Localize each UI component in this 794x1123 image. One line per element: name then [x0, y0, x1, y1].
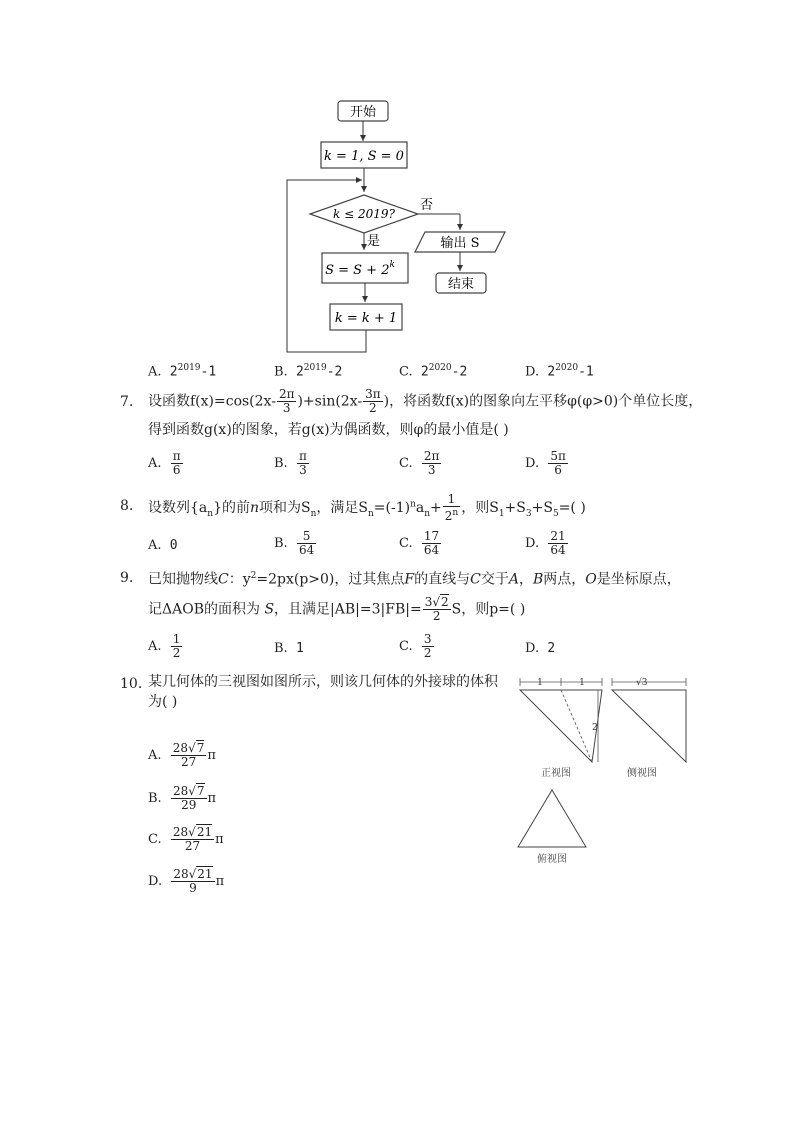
q7-line1: 设函数f(x)=cos(2x- $\frac{2\pi}{3}$ )+sin(2x- $\frac{3\pi}{2}$ )，将函数f(x)的图象向左平移φ(φ>0)个单位长度， [148, 387, 703, 415]
q7-option-d[interactable]: D. $\frac{5\pi}{6}$ [525, 449, 566, 477]
flow-end-label: 结束 [447, 277, 475, 292]
dim-1a: 1 [537, 678, 543, 688]
flow-init-label: k = 1, S = 0 [324, 149, 404, 164]
side-view-label: 侧视图 [627, 768, 657, 779]
dim-sqrt3: √3 [636, 678, 648, 688]
q9-line2: 记ΔAOB的面积为 S，且满足|AB|=3|FB|= $\frac{3√2}{2}$ S，则p=( ) [148, 595, 526, 623]
q10-option-a[interactable]: A. $\frac{28√7}{27}$ π [148, 741, 216, 769]
flow-yes-label: 是 [367, 234, 381, 249]
q7-line2: 得到函数g(x)的图象，若g(x)为偶函数，则φ的最小值是( ) [148, 422, 509, 438]
q8-option-c[interactable]: C. $\frac{17}{64}$ [399, 529, 440, 557]
three-view-figure [512, 672, 697, 867]
q10-line1: 某几何体的三视图如图所示，则该几何体的外接球的体积 [148, 674, 498, 690]
flow-assign-label: $S = S + 2^k$ [325, 260, 395, 278]
q9-number: 9. [120, 570, 134, 586]
q10-option-d[interactable]: D. $\frac{28√21}{9}$ π [148, 867, 225, 895]
q10-option-b[interactable]: B. $\frac{28√7}{29}$ π [148, 784, 217, 812]
q9-option-d[interactable]: D. 2 [525, 641, 556, 656]
side-view-shape [612, 690, 686, 762]
q8-line1: 设数列$\{a_n\}$的前n项和为$S_n$，满足$S_n=(-1)^na_n+$ $\frac{1}{2^n}$ ，则$S_1+S_3+S_5=$( ) [148, 492, 586, 523]
q9-line1: 已知抛物线C：$y^2=2px(p>0)$，过其焦点F的直线与C交于A，B两点，O是坐标原点， [148, 571, 681, 588]
q7-option-a[interactable]: A. $\frac{\pi}{6}$ [148, 449, 181, 477]
front-view-shape [520, 690, 602, 762]
q6-option-b[interactable]: B. $2^{2019}-2$ [274, 363, 343, 380]
flow-output-label: 输出 S [440, 236, 480, 251]
q6-option-a[interactable]: A. $2^{2019}-1$ [148, 363, 217, 380]
q9-option-b[interactable]: B. 1 [274, 641, 304, 656]
q8-option-b[interactable]: B. $\frac{5}{64}$ [274, 529, 315, 557]
top-view-label: 俯视图 [537, 854, 567, 865]
q6-option-c[interactable]: C. $2^{2020}-2$ [399, 363, 468, 380]
q8-option-a[interactable]: A. 0 [148, 538, 178, 553]
q7-option-b[interactable]: B. $\frac{\pi}{3}$ [274, 449, 307, 477]
top-view-shape [518, 790, 586, 847]
flow-no-label: 否 [420, 198, 434, 213]
q8-number: 8. [120, 498, 134, 514]
dim-1b: 1 [579, 678, 585, 688]
q7-option-c[interactable]: C. $\frac{2\pi}{3}$ [399, 449, 440, 477]
flow-increment-label: k = k + 1 [334, 311, 398, 326]
q6-option-d[interactable]: D. $2^{2020}-1$ [525, 363, 594, 380]
q10-line2: 为( ) [148, 694, 178, 710]
flow-start-label: 开始 [349, 105, 377, 120]
flowchart [270, 95, 510, 360]
q9-option-a[interactable]: A. $\frac{1}{2}$ [148, 632, 181, 660]
front-view-label: 正视图 [541, 768, 571, 779]
flow-condition-label: k ≤ 2019? [333, 207, 395, 221]
q10-option-c[interactable]: C. $\frac{28√21}{27}$ π [148, 825, 224, 853]
q10-number: 10. [120, 676, 143, 692]
dim-2: 2 [592, 723, 598, 733]
q7-number: 7. [120, 394, 134, 410]
q8-option-d[interactable]: D. $\frac{21}{64}$ [525, 529, 566, 557]
q9-option-c[interactable]: C. $\frac{3}{2}$ [399, 632, 432, 660]
